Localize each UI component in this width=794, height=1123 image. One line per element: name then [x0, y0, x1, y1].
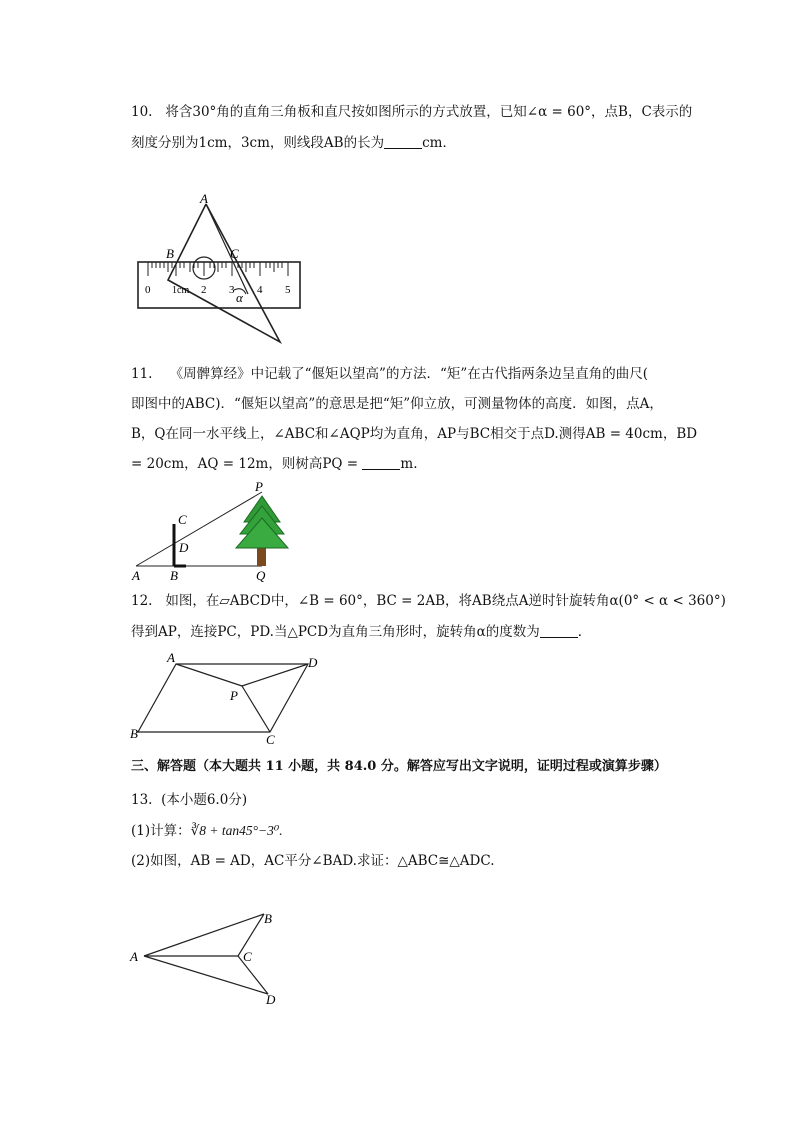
- q10-unit: cm．: [422, 135, 456, 151]
- q13-label-B: B: [264, 911, 272, 926]
- q11-line-2: [131, 394, 663, 414]
- ruler-body: [138, 262, 300, 308]
- q11-label-A: A: [132, 568, 140, 583]
- q10-text-1: 将含30°角的直角三角板和直尺按如图所示的方式放置，已知∠α = 60°，点B，C表示的: [165, 104, 693, 120]
- q13-figure: [128, 906, 288, 1012]
- q11-text-3: B，Q在同一水平线上，∠ABC和∠AQP均为直角，AP与BC相交于点D.测得AB = 40cm，BD: [131, 426, 698, 442]
- q10-answer-blank[interactable]: [384, 134, 422, 149]
- tick-4: 4: [257, 284, 263, 296]
- q13-label-C: C: [243, 949, 252, 964]
- q13-label-D: D: [266, 992, 276, 1007]
- q11-answer-blank[interactable]: [362, 455, 400, 470]
- tick-2: 2: [201, 284, 207, 296]
- q12-label-P: P: [230, 688, 238, 703]
- q12-answer-blank[interactable]: [540, 623, 578, 638]
- q13-part2-text: (2)如图，AB = AD，AC平分∠BAD.求证：△ABC≅△ADC.: [131, 853, 495, 869]
- q12-label-A: A: [167, 650, 175, 665]
- q11-label-Q: Q: [256, 568, 266, 583]
- q12-text-2: 得到AP，连接PC，PD.当△PCD为直角三角形时，旋转角α的度数为: [131, 624, 540, 640]
- q11-number: 11.: [131, 366, 153, 382]
- q12-end: ．: [577, 624, 592, 640]
- q11-line-4: [131, 454, 417, 474]
- tick-3: 3: [229, 284, 235, 296]
- q10-label-alpha: α: [236, 290, 243, 305]
- q11-text-1: 《周髀算经》中记载了“偃矩以望高”的方法．“矩”在古代指两条边呈直角的曲尺(: [169, 366, 649, 382]
- parallelogram-ABCD: [138, 664, 308, 732]
- q12-line-1: [131, 591, 726, 611]
- q13-part2: [131, 851, 495, 871]
- q13-label-A: A: [130, 949, 138, 964]
- q12-line-2: [131, 622, 591, 642]
- q11-label-B: B: [170, 568, 178, 583]
- q13-part1-prefix: (1)计算：: [131, 823, 191, 839]
- q11-label-C: C: [178, 512, 187, 527]
- q10-label-A: A: [200, 191, 208, 206]
- q13-part1: [131, 821, 283, 841]
- q12-label-D: D: [308, 655, 318, 670]
- q12-text-1: 如图，在▱ABCD中，∠B = 60°，BC = 2AB，将AB绕点A逆时针旋转角α(0° < α < 360°): [165, 593, 726, 609]
- q10-label-B: B: [166, 246, 174, 261]
- tick-1cm: 1cm: [172, 285, 190, 296]
- tick-5: 5: [285, 284, 291, 296]
- q11-unit: m.: [400, 456, 418, 472]
- q10-line-2: [131, 133, 456, 153]
- q13-part1-expression: ∛8 + tan45°−3⁰.: [190, 823, 283, 838]
- q11-label-P: P: [255, 480, 263, 494]
- tick-0: 0: [145, 284, 151, 296]
- q10-line-1: [131, 102, 692, 122]
- q11-line-3: [131, 424, 697, 444]
- q10-number: 10.: [131, 104, 153, 120]
- q11-text-4: = 20cm，AQ = 12m，则树高PQ =: [131, 456, 359, 472]
- q11-line-1: [131, 364, 648, 384]
- q12-number: 12.: [131, 593, 153, 609]
- q10-figure: [130, 190, 320, 350]
- q13-header: (本小题6.0分): [161, 792, 248, 808]
- q12-figure: [128, 650, 328, 748]
- tree-icon: [236, 496, 288, 566]
- q13-number: 13.: [131, 792, 153, 808]
- q10-text-2: 刻度分别为1cm，3cm，则线段AB的长为: [131, 135, 385, 151]
- q11-figure: [128, 480, 308, 584]
- q10-label-C: C: [230, 246, 239, 261]
- q12-label-C: C: [266, 732, 275, 747]
- q13-line-1: [131, 790, 247, 810]
- q12-label-B: B: [130, 726, 138, 741]
- q11-label-D: D: [179, 540, 189, 555]
- q11-text-2: 即图中的ABC)．“偃矩以望高”的意思是把“矩”仰立放，可测量物体的高度．如图，点A，: [131, 396, 663, 412]
- section-3-heading: 三、解答题（本大题共 11 小题，共 84.0 分。解答应写出文字说明，证明过程或演算步骤）: [131, 759, 667, 774]
